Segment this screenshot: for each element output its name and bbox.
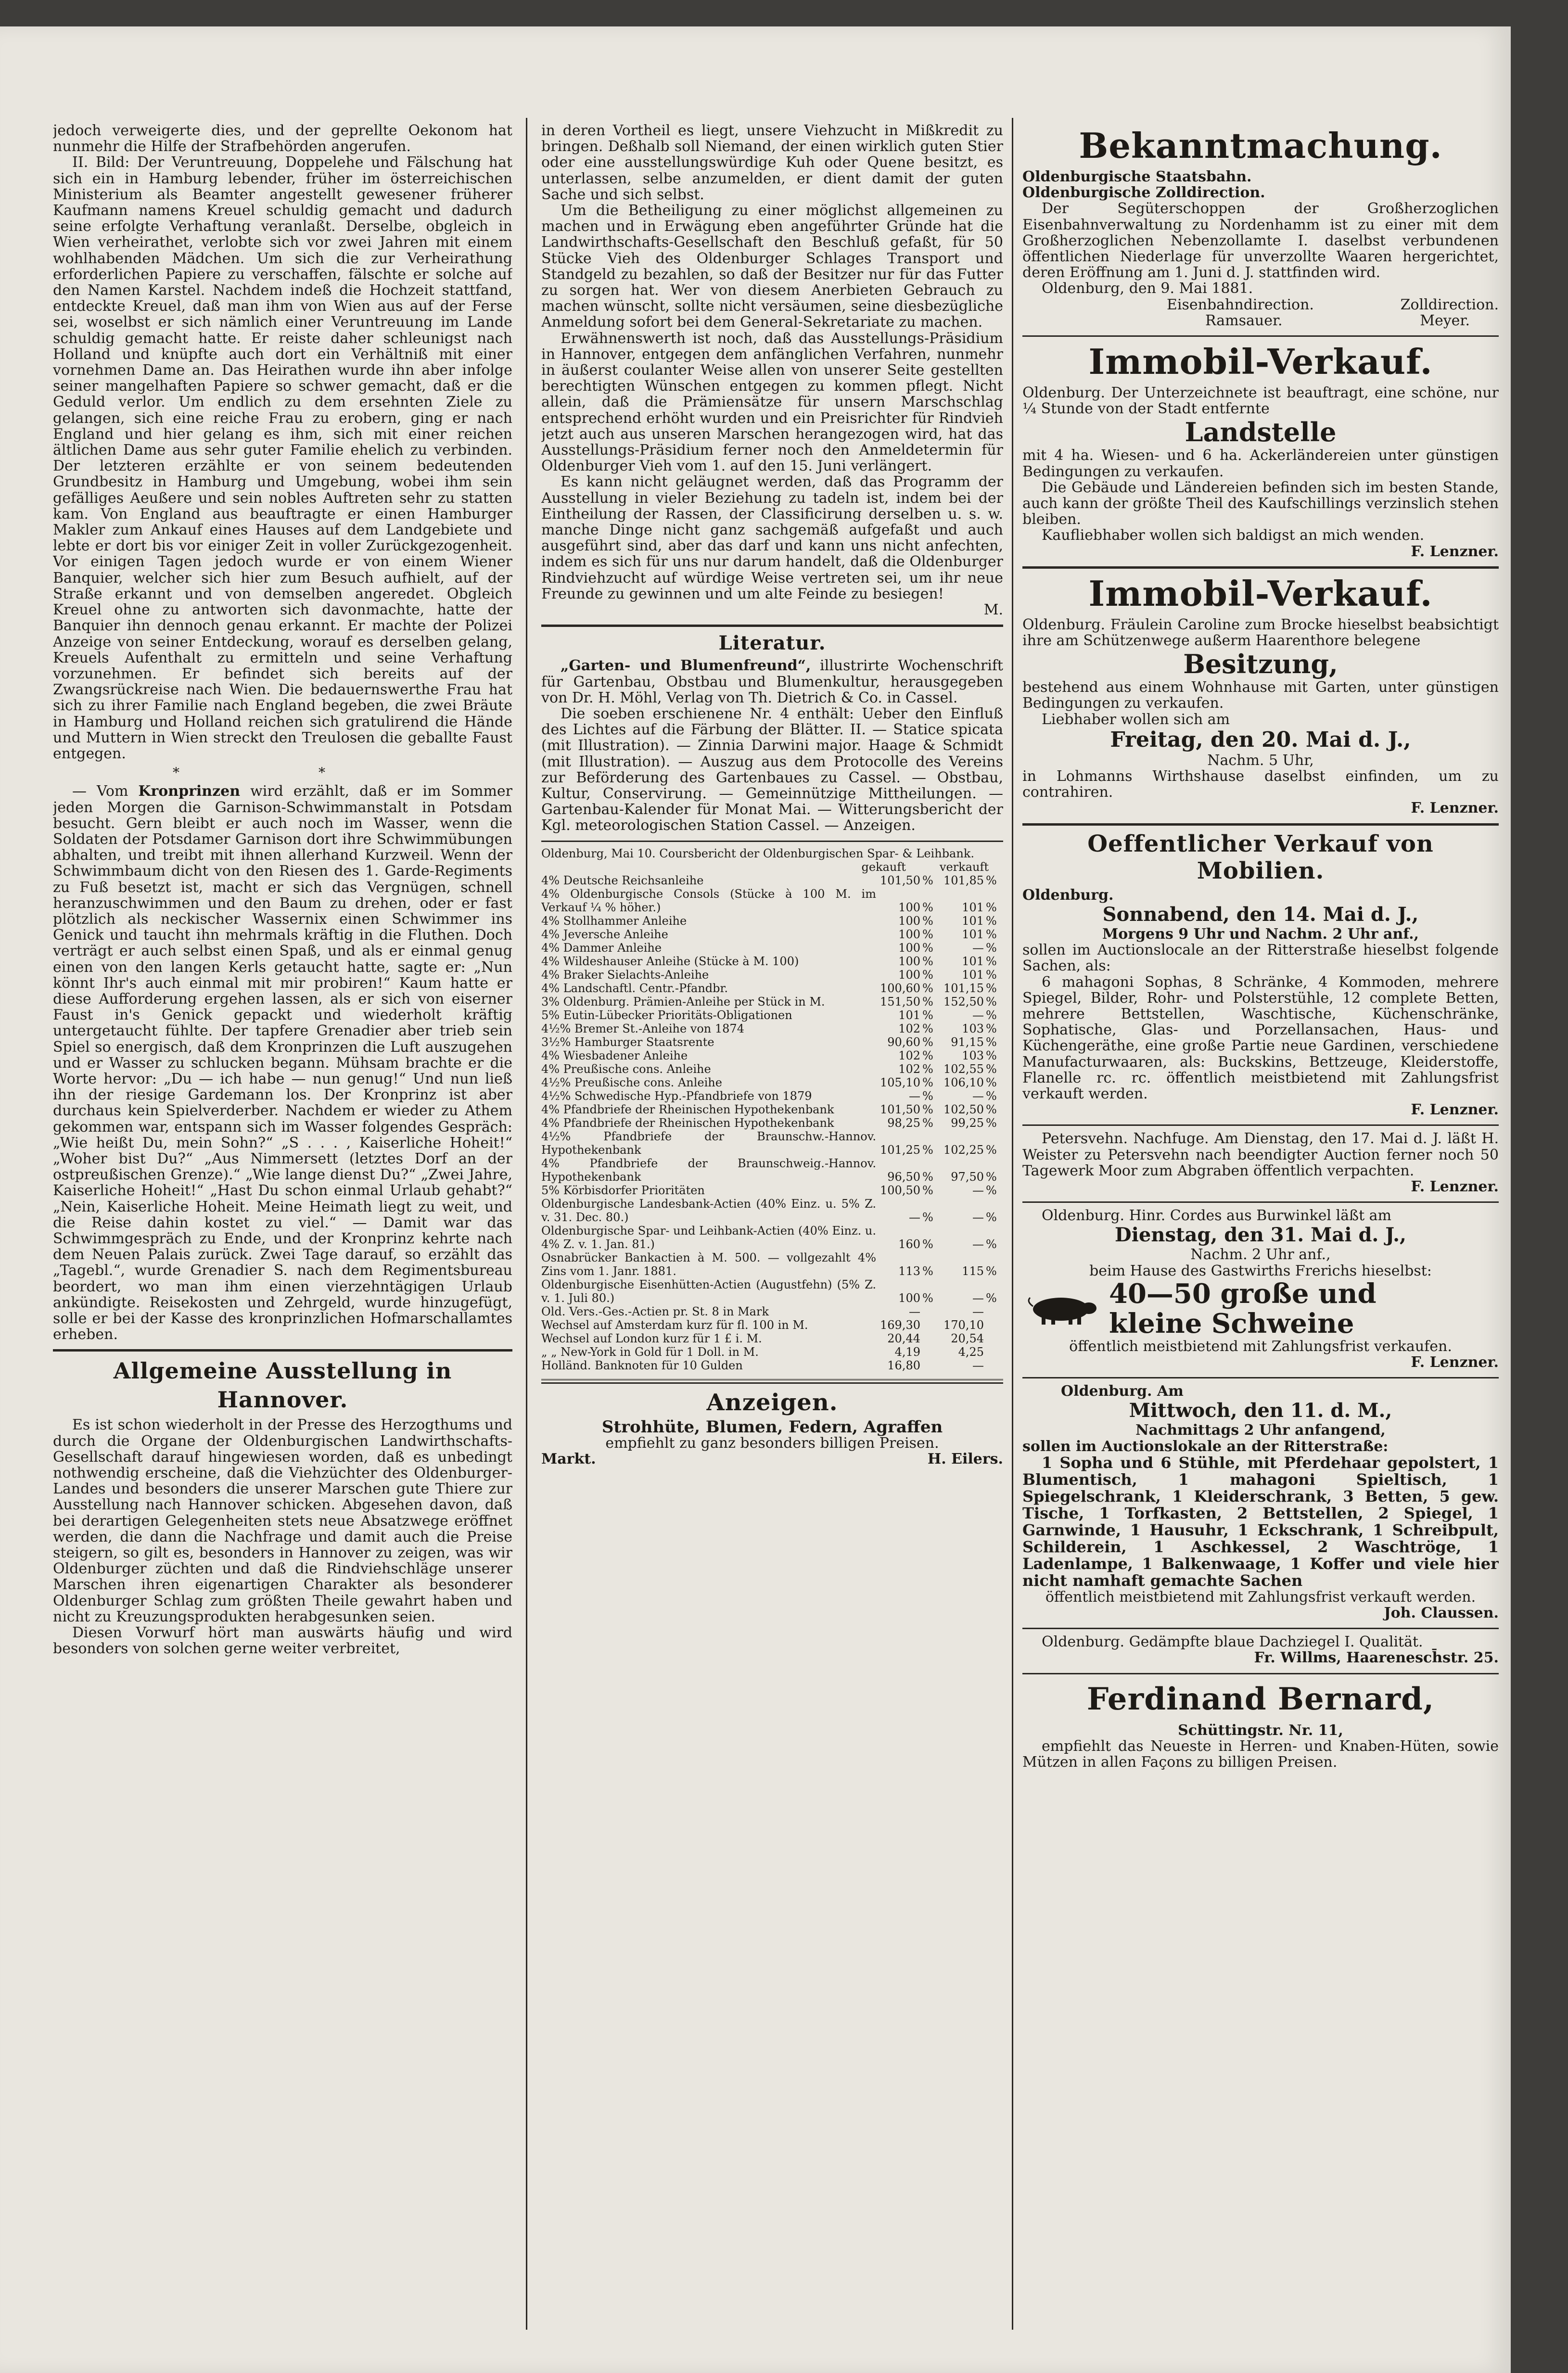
exchange-sold-unit: %	[986, 900, 997, 914]
exchange-sold: 170,10	[943, 1318, 984, 1332]
exchange-sold-unit: %	[986, 914, 997, 928]
exchange-bought-unit	[920, 1359, 940, 1372]
exchange-security-name: Holländ. Banknoten für 10 Gulden	[541, 1358, 743, 1372]
exchange-bought-unit: %	[922, 1143, 933, 1157]
newspaper-page	[0, 26, 1511, 2373]
exchange-bought: 16,80	[887, 1358, 920, 1372]
exchange-bought: 113	[898, 1264, 920, 1278]
exchange-bought: 100	[898, 954, 920, 968]
exchange-security-name: Wechsel auf Amsterdam kurz für fl. 100 in M.	[541, 1318, 808, 1332]
exchange-sold-unit	[984, 1305, 1003, 1318]
ad-eilers-text: empfiehlt zu ganz besonders billigen Preisen.	[605, 1434, 939, 1452]
journal-title: „Garten- und Blumenfreund“,	[561, 657, 811, 675]
exchange-row	[541, 1197, 1003, 1224]
exchange-security-name: 4% Pfandbriefe der Braunschweig.-Hannov. Hypothekenbank	[541, 1156, 876, 1184]
exchange-bought-unit	[920, 1318, 940, 1332]
exchange-sold-unit: %	[986, 1102, 997, 1116]
exchange-sold-unit: %	[986, 1089, 997, 1103]
exchange-bought: 151,50	[880, 995, 920, 1008]
ad-bekanntmachung-sigs: Eisenbahndirection. Zolldirection.	[1167, 296, 1499, 313]
ad-immobil-1-sign: F. Lenzner.	[1411, 543, 1499, 560]
exchange-row	[541, 955, 1003, 968]
article-fragment: jedoch verweigerte dies, und der geprellte Oekonom hat nunmehr die Hilfe der Strafbehörden angerufen.	[53, 123, 512, 155]
ad-rule	[1022, 335, 1499, 337]
exchange-bought-unit: %	[922, 1062, 933, 1076]
exchange-security-name: 4% Wiesbadener Anleihe	[541, 1048, 688, 1062]
ad-org-staatsbahn: Oldenburgische Staatsbahn.	[1022, 168, 1252, 185]
exchange-security-name: 4% Jeversche Anleihe	[541, 927, 668, 941]
exchange-bought: 169,30	[880, 1318, 920, 1332]
exchange-bought: 160	[898, 1237, 920, 1251]
exchange-sold: 97,50	[951, 1170, 984, 1184]
exchange-bought: 100	[898, 941, 920, 955]
exchange-sold: 115	[962, 1264, 984, 1278]
exchange-bought: 100,50	[880, 1183, 920, 1197]
ad-immobil-2-heading: Immobil-Verkauf.	[1088, 573, 1433, 614]
ad-mobilien-time: Morgens 9 Uhr und Nachm. 2 Uhr anf.,	[1102, 925, 1419, 943]
exchange-sold-unit: %	[986, 1062, 997, 1076]
exchange-row	[541, 1305, 1003, 1318]
heading-anzeigen: Anzeigen.	[706, 1389, 838, 1416]
exchange-security-name: Oldenburgische Spar- und Leihbank-Actien (40% Einz. u. 4% Z. v. 1. Jan. 81.)	[541, 1224, 876, 1251]
exchange-bought: 101	[898, 1008, 920, 1022]
col-header-gekauft: gekauft	[861, 860, 906, 874]
exchange-bought: 100	[898, 927, 920, 941]
exchange-sold-unit: %	[986, 927, 997, 941]
section-rule	[541, 1379, 1003, 1384]
exchange-sold: —	[972, 1358, 984, 1372]
exchange-sold: —	[972, 1183, 984, 1197]
exchange-sold-unit: %	[986, 1008, 997, 1022]
exchange-bought: 4,19	[894, 1345, 920, 1359]
ad-immobil-1-text4: Kaufliebhaber wollen sich baldigst an mich wenden.	[1042, 527, 1425, 544]
exchange-bought: 96,50	[887, 1170, 920, 1184]
exchange-sold: —	[972, 1304, 984, 1318]
exchange-security-name: 4% Wildeshauser Anleihe (Stücke à M. 100)	[541, 954, 799, 968]
ad-mobilien-sign: F. Lenzner.	[1411, 1101, 1499, 1119]
exchange-bought-unit: %	[922, 954, 933, 968]
ad-immobil-2-text: Oldenburg. Fräulein Caroline zum Brocke hieselbst beabsichtigt ihre am Schützenwege außerm Haarenthore belegene	[1022, 616, 1499, 650]
exchange-sold: —	[972, 941, 984, 955]
exchange-security-name: 4% Preußische cons. Anleihe	[541, 1062, 711, 1076]
exchange-bought-unit: %	[922, 1102, 933, 1116]
exchange-bought: 100	[898, 900, 920, 914]
ad-rule	[1022, 566, 1499, 569]
exchange-sold-unit: %	[986, 1264, 997, 1278]
exchange-security-name: 4% Oldenburgische Consols (Stücke à 100 M. im Verkauf ¼ % höher.)	[541, 887, 876, 914]
exchange-bought: —	[909, 1089, 920, 1103]
exchange-bought: 100,60	[880, 981, 920, 995]
exchange-bought-unit: %	[922, 1291, 933, 1305]
exchange-bought-unit: %	[922, 1210, 933, 1224]
pig-icon	[1022, 1292, 1099, 1326]
exchange-sold: 101	[962, 900, 984, 914]
section-separator: * *	[173, 765, 393, 781]
ad-bekanntmachung-date: Oldenburg, den 9. Mai 1881.	[1042, 280, 1253, 297]
exchange-bought-unit: %	[922, 914, 933, 928]
exchange-security-name: Osnabrücker Bankactien à M. 500. — vollgezahlt 4% Zins vom 1. Janr. 1881.	[541, 1250, 876, 1278]
article-bild-ii: II. Bild: Der Veruntreuung, Doppelehe und Fälschung hat sich ein in Hamburg lebender, früher im österreichischen Ministerium als Beamter angestellt gewesener früherer Kaufmann namens Kreuel schuldig gemacht und dadurch seine erfolgte Verhaftung veranlaßt. Derselbe, obgleich in Wien verheirathet, verlobte sich vor zwei Jahren mit einem wohlhabenden Mädchen. Um sich die zur Verheirathung erforderlichen Papiere zu verschaffen, fälschte er solche auf den Namen Karstel. Nachdem indeß die Hochzeit stattfand, entdeckte Kreuel, daß man ihm von Wien aus auf der Ferse sei, woselbst er sich nämlich einer Veruntreuung im Lande schuldig gemacht hatte. Er reiste daher schleunigst nach Holland und knüpfte auch dort ein Verhältniß mit einer vornehmen Dame an. Das Heirathen wurde ihn aber infolge seiner mangelhaften Papiere so schwer gemacht, daß er die Geduld verlor. Um endlich zu dem ersehnten Ziele zu gelangen, sich eine reiche Frau zu erobern, ging er nach England und hier gelang es ihm, sich mit einer reichen ältlichen Dame aus sehr guter Familie ehelich zu verbinden. Der letzteren erzählte er von seinem bedeutenden Grundbesitz in Hamburg und Umgebung, wobei ihm sein gefälliges Aeußere und sein nobles Auftreten sehr zu statten kam. Von England aus beauftragte er einen Hamburger Makler zum Ankauf eines Hauses auf dem Landgebiete und lebte er dort bis vor einiger Zeit in voller Zurückgezogenheit. Vor einigen Tagen jedoch wurde er von einem Wiener Banquier, welcher sich hier zum Besuch aufhielt, auf der Straße erkannt und von demselben angeredet. Obgleich Kreuel ohne zu antworten sich davonmachte, hatte der Banquier ihn dennoch genau erkannt. Er machte der Polizei Anzeige von seiner Entdeckung, worauf es derselben gelang, Kreuels Aufenthalt zu ermitteln und seine Verhaftung vorzunehmen. Er befindet sich bereits auf der Zwangsrückreise nach Wien. Die bedauernswerthe Frau hat sich zu ihrer Familie nach England begeben, die zwei Bräute in Hamburg und Holland reichen sich gratulirend die Hände und Muttern in Wien streckt den Treulosen die geballte Faust entgegen.	[53, 154, 512, 762]
exchange-bought-unit: %	[922, 900, 933, 914]
exchange-bought-unit: %	[922, 981, 933, 995]
exchange-sold: 99,25	[951, 1116, 984, 1130]
exchange-sold: —	[972, 1291, 984, 1305]
exchange-sold: —	[972, 1237, 984, 1251]
ad-mobilien-place: Oldenburg.	[1022, 886, 1114, 904]
exchange-sold: 152,50	[943, 995, 984, 1008]
exchange-sold: —	[972, 1008, 984, 1022]
exchange-rate-table	[541, 874, 1003, 1372]
ad-eilers-place: Markt.	[541, 1450, 596, 1467]
article-betheiligung: Um die Betheiligung zu einer möglichst allgemeinen zu machen und in Erwägung eben angeführter Gründe hat die Landwirthschafts-Gesellschaft den Beschluß gefaßt, für 50 Stücke Vieh des Oldenburger Schlages Transport und Standgeld zu bezahlen, so daß der Besitzer nur für das Futter zu sorgen hat. Wer von diesem Anerbieten Gebrauch zu machen wünscht, sollte nicht versäumen, seine diesbezügliche Anmeldung sofort bei dem General-Sekretariate zu machen.	[541, 202, 1003, 331]
ad-schweine-time: Nachm. 2 Uhr anf.,	[1190, 1246, 1331, 1263]
column-3-ads	[1022, 123, 1499, 2330]
exchange-bought: 101,50	[880, 1102, 920, 1116]
exchange-bought: 102	[898, 1062, 920, 1076]
exchange-bought: 100	[898, 1291, 920, 1305]
exchange-row	[541, 887, 1003, 914]
exchange-sold: 101,15	[943, 981, 984, 995]
ad-mobilien-items: 6 mahagoni Sophas, 8 Schränke, 4 Kommoden, mehrere Spiegel, Bilder, Rohr- und Polsterstühle, 12 complete Betten, mehrere Bettstellen, Waschtische, Küchenschränke, Sophatische, Glas- und Porzellansachen, Haus- und Küchengeräthe, eine große Partie neue Gardinen, verschiedene Manufacturwaaren, als: Buckskins, Bettzeuge, Kleiderstoffe, Flanelle rc. rc. öffentlich meistbietend mit Zahlungsfrist verkauft werden.	[1022, 973, 1499, 1102]
ad-mittwoch-sign: Joh. Claussen.	[1384, 1604, 1499, 1621]
exchange-security-name: 5% Körbisdorfer Prioritäten	[541, 1183, 705, 1197]
exchange-row	[541, 1103, 1003, 1116]
exchange-sold: 101,85	[943, 873, 984, 887]
exchange-row	[541, 1224, 1003, 1251]
exchange-security-name: 3½% Hamburger Staatsrente	[541, 1035, 714, 1049]
ad-mittwoch-items: 1 Sopha und 6 Stühle, mit Pferdehaar gepolstert, 1 Blumentisch, 1 mahagoni Spieltisch, 1 Spiegelschrank, 1 Kleiderschrank, 3 Betten, 5 gew. Tische, 1 Torfkasten, 2 Bettstellen, 2 Spiegel, 1 Garnwinde, 1 Hausuhr, 1 Eckschrank, 1 Schreibpult, Schilderein, 1 Aschkessel, 2 Waschtröge, 1 Ladenlampe, 1 Balkenwaage, 1 Koffer und viele hier nicht namhaft gemachte Sachen	[1022, 1453, 1499, 1590]
exchange-row	[541, 1157, 1003, 1184]
exchange-sold-unit: %	[986, 1021, 997, 1035]
ad-mittwoch-time: Nachmittags 2 Uhr anfangend,	[1135, 1422, 1386, 1439]
ad-schweine-text2: beim Hause des Gastwirths Frerichs hieselbst:	[1089, 1262, 1432, 1279]
exchange-bought: 101,25	[880, 1143, 920, 1157]
ad-mobilien-date: Sonnabend, den 14. Mai d. J.,	[1102, 903, 1419, 926]
ad-rule	[1022, 1124, 1499, 1126]
column-2	[541, 123, 1003, 2330]
ad-eilers-sign: H. Eilers.	[927, 1450, 1003, 1467]
ad-immobil-1-text: Oldenburg. Der Unterzeichnete ist beauftragt, eine schöne, nur ¼ Stunde von der Stadt entfernte	[1022, 384, 1499, 418]
exchange-bought: 102	[898, 1048, 920, 1062]
ad-mittwoch-date: Mittwoch, den 11. d. M.,	[1129, 1399, 1392, 1422]
exchange-bought: 90,60	[887, 1035, 920, 1049]
exchange-bought-unit: %	[922, 1089, 933, 1103]
exchange-bought-unit: %	[922, 1264, 933, 1278]
exchange-sold: 91,15	[951, 1035, 984, 1049]
ad-rule	[1022, 1628, 1499, 1629]
exchange-sold: 106,10	[943, 1075, 984, 1089]
exchange-bought-unit: %	[922, 927, 933, 941]
exchange-sold: —	[972, 1210, 984, 1224]
exchange-security-name: 4% Landschaftl. Centr.-Pfandbr.	[541, 981, 728, 995]
ad-mobilien-heading: Oeffentlicher Verkauf von Mobilien.	[1087, 830, 1434, 884]
exchange-row	[541, 1022, 1003, 1035]
exchange-report-title: Oldenburg, Mai 10. Coursbericht der Oldenburgischen Spar- & Leihbank.	[541, 846, 974, 860]
exchange-bought-unit: %	[922, 1170, 933, 1184]
exchange-bought-unit: %	[922, 1021, 933, 1035]
exchange-row	[541, 1184, 1003, 1197]
ad-mobilien-text: sollen im Auctionslocale an der Ritterstraße hieselbst folgende Sachen, als:	[1022, 942, 1499, 975]
exchange-sold-unit: %	[986, 941, 997, 955]
ad-eilers-items: Strohhüte, Blumen, Federn, Agraffen	[601, 1417, 943, 1437]
exchange-row	[541, 941, 1003, 955]
exchange-sold: —	[972, 1089, 984, 1103]
ad-immobil-2-big: Besitzung,	[1183, 649, 1338, 680]
exchange-bought: 102	[898, 1021, 920, 1035]
ad-dachziegel-sign: Fr. Willms, Haarenesch̄str. 25.	[1254, 1649, 1499, 1667]
exchange-sold-unit: %	[986, 1237, 997, 1251]
exchange-row	[541, 874, 1003, 887]
heading-ausstellung: Allgemeine Ausstellung in Hannover.	[113, 1358, 452, 1413]
ad-bekanntmachung-heading: Bekanntmachung.	[1079, 125, 1442, 166]
ad-bekanntmachung-names: Ramsauer. Meyer.	[1205, 312, 1470, 329]
exchange-sold: 102,50	[943, 1102, 984, 1116]
ad-immobil-1-big: Landstelle	[1185, 417, 1337, 448]
heading-literatur: Literatur.	[718, 632, 826, 655]
exchange-bought: 105,10	[880, 1075, 920, 1089]
col-header-verkauft: verkauft	[939, 860, 989, 874]
exchange-sold-unit: %	[986, 995, 997, 1008]
ad-mittwoch-text: sollen im Auctionslokale an der Ritterstraße:	[1022, 1438, 1389, 1455]
exchange-row	[541, 1049, 1003, 1062]
ad-immobil-2-text3: Liebhaber wollen sich am	[1042, 711, 1230, 728]
exchange-row	[541, 928, 1003, 941]
exchange-row	[541, 968, 1003, 982]
article-kronprinz: — Vom Kronprinzen wird erzählt, daß er im Sommer jeden Morgen die Garnison-Schwimmanstalt in Potsdam besucht. Gern bleibt er auch noch im Wasser, wenn die Soldaten der Potsdamer Garnison dort ihre Schwimmübungen abhalten, und treibt mit ihnen allerhand Kurzweil. Wenn der Schwimmbaum dicht von den Riesen des 1. Garde-Regiments zu Fuß besetzt ist, macht er sich das Vergnügen, schnell heranzuschwimmen und den Baum zu drehen, oder er fast plötzlich als neckischer Wassernix einen Schwimmer ins Genick und taucht ihn mehrmals kräftig in die Fluthen. Doch verträgt er auch selbst einen Spaß, und als er einmal genug einen von den langen Kerls getaucht hatte, sagte er: „Nun könnt Ihr's auch einmal mit mir probiren!“ Kaum hatte er diese Aufforderung ergehen lassen, als er sich von eiserner Faust in's Genick gepackt und wiederholt kräftig untergetaucht fühlte. Der tapfere Grenadier aber trieb sein Spiel so energisch, daß dem Kronprinzen die Luft auszugehen und er Wasser zu schlucken begann. Mühsam brachte er die Worte hervor: „Du — ich habe — nun genug!“ Und nun ließ ihn der riesige Gardemann los. Der Kronprinz ist aber durchaus kein Spielverderber. Nachdem er wieder zu Athem gekommen war, entspann sich im Wasser folgendes Gespräch: „Wie heißt Du, mein Sohn?“ „S . . . , Kaiserliche Hoheit!“ „Woher bist Du?“ „Aus Nimmersett (letztes Dorf an der ostpreußischen Grenze).“ „Wie lange dienst Du?“ „Zwei Jahre, Kaiserliche Hoheit!“ „Hast Du schon einmal Urlaub gehabt?“ „Nein, Kaiserliche Hoheit. Meine Heimath liegt zu weit, und die Reise dahin kostet zu viel.“ — Damit war das Schwimmgespräch zu Ende, und der Kronprinz kehrte nach dem Neuen Palais zurück. Zwei Tage darauf, so erzählt das „Tagebl.“, wurde Grenadier S. nach dem Regimentsbureau beordert, wo man ihm einen vierzehntägigen Urlaub ankündigte. Reisekosten und Zehrgeld, wurde hinzugefügt, solle er bei der Kasse des kronprinzlichen Hofmarschallamtes erheben.	[53, 783, 512, 1343]
ad-immobil-2-date: Freitag, den 20. Mai d. J.,	[1110, 727, 1411, 752]
ad-schweine-text: Oldenburg. Hinr. Cordes aus Burwinkel läßt am	[1042, 1207, 1392, 1225]
exchange-bought: 100	[898, 914, 920, 928]
exchange-sold: 101	[962, 954, 984, 968]
exchange-row	[541, 1062, 1003, 1076]
exchange-bought-unit: %	[922, 941, 933, 955]
exchange-row	[541, 1116, 1003, 1130]
exchange-sold: 102,55	[943, 1062, 984, 1076]
ad-schweine-big2: kleine Schweine	[1109, 1307, 1354, 1340]
exchange-security-name: 4% Stollhammer Anleihe	[541, 914, 687, 928]
section-rule	[541, 625, 1003, 627]
exchange-security-name: 4% Deutsche Reichsanleihe	[541, 873, 704, 887]
exchange-row	[541, 1008, 1003, 1022]
exchange-row	[541, 1035, 1003, 1049]
ad-mittwoch-text2: öffentlich meistbietend mit Zahlungsfrist verkauft werden.	[1045, 1588, 1476, 1606]
exchange-bought-unit: %	[922, 1048, 933, 1062]
exchange-security-name: 4½% Schwedische Hyp.-Pfandbriefe von 1879	[541, 1089, 812, 1103]
ad-bernard-heading: Ferdinand Bernard,	[1086, 1681, 1435, 1717]
exchange-row	[541, 1318, 1003, 1332]
exchange-sold-unit: %	[986, 1116, 997, 1130]
exchange-row	[541, 1278, 1003, 1305]
ad-immobil-1-text2: mit 4 ha. Wiesen- und 6 ha. Ackerländereien unter günstigen Bedingungen zu verkaufen.	[1022, 447, 1499, 480]
exchange-bought-unit: %	[922, 995, 933, 1008]
ad-schweine-sign: F. Lenzner.	[1411, 1353, 1499, 1371]
exchange-sold-unit	[984, 1359, 1003, 1372]
article-ausstellung-cont: Diesen Vorwurf hört man auswärts häufig und wird besonders von solchen gerne weiter verbreitet,	[53, 1624, 512, 1658]
exchange-sold: 101	[962, 914, 984, 928]
exchange-bought-unit: %	[922, 873, 933, 887]
exchange-sold-unit: %	[986, 1035, 997, 1049]
exchange-sold-unit: %	[986, 1183, 997, 1197]
exchange-sold-unit: %	[986, 1210, 997, 1224]
exchange-sold: 102,25	[943, 1143, 984, 1157]
ad-immobil-1-heading: Immobil-Verkauf.	[1088, 341, 1433, 383]
exchange-row	[541, 1251, 1003, 1278]
exchange-row	[541, 914, 1003, 928]
exchange-security-name: 4% Pfandbriefe der Rheinischen Hypothekenbank	[541, 1102, 834, 1116]
exchange-sold-unit	[984, 1332, 1003, 1345]
exchange-sold-unit: %	[986, 1291, 997, 1305]
kronprinz-keyword: Kronprinzen	[138, 783, 241, 800]
exchange-security-name: 5% Eutin-Lübecker Prioritäts-Obligationen	[541, 1008, 792, 1022]
section-rule	[541, 841, 1003, 842]
exchange-sold-unit: %	[986, 1075, 997, 1089]
exchange-sold-unit: %	[986, 1170, 997, 1184]
exchange-bought-unit	[920, 1345, 940, 1359]
exchange-column-headers	[541, 860, 1003, 874]
article-signature: M.	[983, 601, 1003, 619]
ad-immobil-1-text3: Die Gebäude und Ländereien befinden sich im besten Stande, auch kann der größte Theil des Kaufschillings verzinslich stehen bleiben.	[1022, 479, 1499, 528]
exchange-sold: 103	[962, 1021, 984, 1035]
ad-rule	[1022, 823, 1499, 826]
ad-petersvehn-text: Petersvehn. Nachfuge. Am Dienstag, den 17. Mai d. J. läßt H. Weister zu Petersvehn nach beendigter Auction ferner noch 50 Tagewerk Moor zum Abgraben öffentlich verpachten.	[1022, 1130, 1499, 1179]
ad-schweine-date: Dienstag, den 31. Mai d. J.,	[1115, 1224, 1406, 1247]
exchange-sold: 101	[962, 968, 984, 982]
exchange-sold: 101	[962, 927, 984, 941]
exchange-sold-unit: %	[986, 981, 997, 995]
exchange-security-name: 3% Oldenburg. Prämien-Anleihe per Stück in M.	[541, 995, 825, 1008]
article-programm: Es kann nicht geläugnet werden, daß das Programm der Ausstellung in vieler Beziehung zu tadeln ist, indem bei der Eintheilung der Rassen, der Classificirung derselben u. s. w. manche Dinge nicht ganz sachgemäß aufgefaßt und auch ausgeführt sind, aber das darf und kann uns nicht anfechten, indem es sich für uns nur darum handelt, daß die Oldenburger Rindviehzucht auf würdige Weise vertreten sei, um ihr neue Freunde zu gewinnen und um alte Feinde zu besiegen!	[541, 473, 1003, 602]
exchange-security-name: 4½% Bremer St.-Anleihe von 1874	[541, 1021, 744, 1035]
column-divider	[526, 118, 527, 2330]
exchange-sold-unit: %	[986, 1143, 997, 1157]
ad-dachziegel-text: Oldenburg. Gedämpfte blaue Dachziegel I. Qualität.	[1042, 1633, 1423, 1651]
exchange-security-name: 4% Dammer Anleihe	[541, 941, 662, 955]
exchange-row	[541, 1076, 1003, 1089]
exchange-row	[541, 995, 1003, 1008]
ad-schweine-text3: öffentlich meistbietend mit Zahlungsfrist verkaufen.	[1069, 1338, 1452, 1355]
exchange-sold-unit	[984, 1318, 1003, 1332]
exchange-security-name: 4½% Pfandbriefe der Braunschw.-Hannov. Hypothekenbank	[541, 1129, 876, 1157]
ad-immobil-2-sign: F. Lenzner.	[1411, 800, 1499, 817]
exchange-security-name: 4% Braker Sielachts-Anleihe	[541, 968, 709, 982]
ad-immobil-2-time: Nachm. 5 Uhr,	[1207, 752, 1314, 769]
exchange-bought-unit	[920, 1332, 940, 1345]
exchange-bought: 100	[898, 968, 920, 982]
exchange-security-name: 4½% Preußische cons. Anleihe	[541, 1075, 722, 1089]
ad-rule	[1022, 1673, 1499, 1674]
exchange-security-name: „ „ New-York in Gold für 1 Doll. in M.	[541, 1345, 759, 1359]
literatur-contents: Die soeben erschienene Nr. 4 enthält: Ueber den Einfluß des Lichtes auf die Färbung der Blätter. II. — Statice spicata (mit Illustration). — Zinnia Darwini major. Haage & Schmidt (mit Illustration). — Auszug aus dem Protocolle des Vereins zur Beförderung des Gartenbaues zu Cassel. — Obstbau, Kultur, Conservirung. — Gemeinnützige Mittheilungen. — Gartenbau-Kalender für Monat Mai. — Witterungsbericht der Kgl. meteorologischen Station Cassel. — Anzeigen.	[541, 705, 1003, 834]
ad-bernard-text: empfiehlt das Neueste in Herren- und Knaben-Hüten, sowie Mützen in allen Façons zu billigen Preisen.	[1022, 1737, 1499, 1771]
section-rule	[53, 1349, 512, 1352]
ad-schweine-banner	[1022, 1279, 1499, 1339]
exchange-bought: —	[909, 1304, 920, 1318]
column-divider	[1012, 118, 1013, 2330]
exchange-bought: 101,50	[880, 873, 920, 887]
exchange-sold-unit: %	[986, 1048, 997, 1062]
exchange-sold-unit	[984, 1345, 1003, 1359]
exchange-security-name: Oldenburgische Landesbank-Actien (40% Einz. u. 5% Z. v. 31. Dec. 80.)	[541, 1197, 876, 1224]
exchange-sold-unit: %	[986, 873, 997, 887]
exchange-bought-unit: %	[922, 1237, 933, 1251]
exchange-row	[541, 1089, 1003, 1103]
exchange-bought-unit: %	[922, 1035, 933, 1049]
literatur-entry: „Garten- und Blumenfreund“, illustrirte Wochenschrift für Gartenbau, Obstbau und Blumenkultur, herausgegeben von Dr. H. Möhl, Verlag von Th. Dietrich & Co. in Cassel.	[541, 657, 1003, 706]
exchange-bought-unit: %	[922, 1008, 933, 1022]
exchange-bought-unit: %	[922, 1183, 933, 1197]
ad-rule	[1022, 1377, 1499, 1378]
exchange-row	[541, 1130, 1003, 1157]
exchange-sold: 4,25	[958, 1345, 984, 1359]
exchange-security-name: Oldenburgische Eisenhütten-Actien (Augustfehn) (5% Z. v. 1. Juli 80.)	[541, 1277, 876, 1305]
ad-bekanntmachung-text: Der Següterschoppen der Großherzoglichen Eisenbahnverwaltung zu Nordenhamm ist zu einer mit dem Großherzoglichen Nebenzollamte I. daselbst verbundenen öffentlichen Niederlage für unverzollte Waaren hergerichtet, deren Eröffnung am 1. Juni d. J. stattfinden wird.	[1022, 200, 1499, 281]
ad-bernard-address: Schüttingstr. Nr. 11,	[1178, 1722, 1343, 1739]
exchange-security-name: Old. Vers.-Ges.-Actien pr. St. 8 in Mark	[541, 1304, 769, 1318]
exchange-bought-unit: %	[922, 1116, 933, 1130]
exchange-row	[541, 982, 1003, 995]
ad-mittwoch-place: Oldenburg. Am	[1061, 1383, 1184, 1400]
article-ausstellung: Es ist schon wiederholt in der Presse des Herzogthums und durch die Organe der Oldenburgischen Landwirthschafts-Gesellschaft darauf hingewiesen worden, daß es unbedingt nothwendig erscheine, daß die Viehzüchter des Oldenburger-Landes und besonders die unserer Marschen gute Thiere zur Ausstellung nach Hannover schicken. Abgesehen davon, daß bei derartigen Gelegenheiten stets neue Absatzwege eröffnet werden, die dann die Nachfrage und damit auch die Preise steigern, so gilt es, besonders in Hannover zu zeigen, was wir Oldenburger züchten und daß die Rindviehschläge unserer Marschen ihren eigenartigen Charakter als besonderer Oldenburger Schlag zum größten Theile gewahrt haben und nicht zu Kreuzungsprodukten herabgesunken seien.	[53, 1416, 512, 1625]
column-1	[53, 123, 512, 2330]
exchange-sold-unit: %	[986, 968, 997, 982]
exchange-bought: 98,25	[887, 1116, 920, 1130]
exchange-security-name: 4% Pfandbriefe der Rheinischen Hypothekenbank	[541, 1116, 834, 1130]
ad-eilers-footer	[541, 1451, 1003, 1467]
exchange-bought-unit: %	[922, 1075, 933, 1089]
article-erwaehnenswerth: Erwähnenswerth ist noch, daß das Ausstellungs-Präsidium in Hannover, entgegen dem anfänglichen Verfahren, nunmehr in äußerst coulanter Weise allen von unserer Seite gestellten berechtigten Wünschen entgegen zu kommen pflegt. Nicht allein, daß die Prämiensätze für unsern Marschschlag entsprechend erhöht wurden und ein Preisrichter für Rindvieh jetzt auch aus unseren Marschen herangezogen wird, hat das Ausstellungs-Präsidium ferner noch den Anmeldetermin für Oldenburger Vieh vom 1. auf den 15. Juni verlängert.	[541, 330, 1003, 475]
exchange-row	[541, 1359, 1003, 1372]
ad-petersvehn-sign: F. Lenzner.	[1411, 1178, 1499, 1195]
exchange-bought: —	[909, 1210, 920, 1224]
ad-org-zolldirection: Oldenburgische Zolldirection.	[1022, 184, 1265, 202]
exchange-row	[541, 1332, 1003, 1345]
exchange-bought-unit: %	[922, 968, 933, 982]
article-ausstellung-cont2: in deren Vortheil es liegt, unsere Viehzucht in Mißkredit zu bringen. Deßhalb soll Niemand, der einen wirklich guten Stier oder eine ausstellungswürdige Kuh oder Quene besitzt, es unterlassen, selbe anzumelden, er dient damit der guten Sache und sich selbst.	[541, 123, 1003, 203]
exchange-security-name: Wechsel auf London kurz für 1 £ i. M.	[541, 1331, 762, 1345]
exchange-sold: 20,54	[951, 1331, 984, 1345]
ad-schweine-big1: 40—50 große und	[1109, 1277, 1377, 1310]
ad-rule	[1022, 1201, 1499, 1203]
ad-immobil-2-text4: in Lohmanns Wirthshause daselbst einfinden, um zu contrahiren.	[1022, 768, 1499, 801]
exchange-bought: 20,44	[887, 1331, 920, 1345]
exchange-sold: 103	[962, 1048, 984, 1062]
exchange-row	[541, 1345, 1003, 1359]
exchange-sold-unit: %	[986, 954, 997, 968]
exchange-bought-unit	[920, 1305, 940, 1318]
ad-immobil-2-text2: bestehend aus einem Wohnhause mit Garten, unter günstigen Bedingungen zu verkaufen.	[1022, 679, 1499, 712]
